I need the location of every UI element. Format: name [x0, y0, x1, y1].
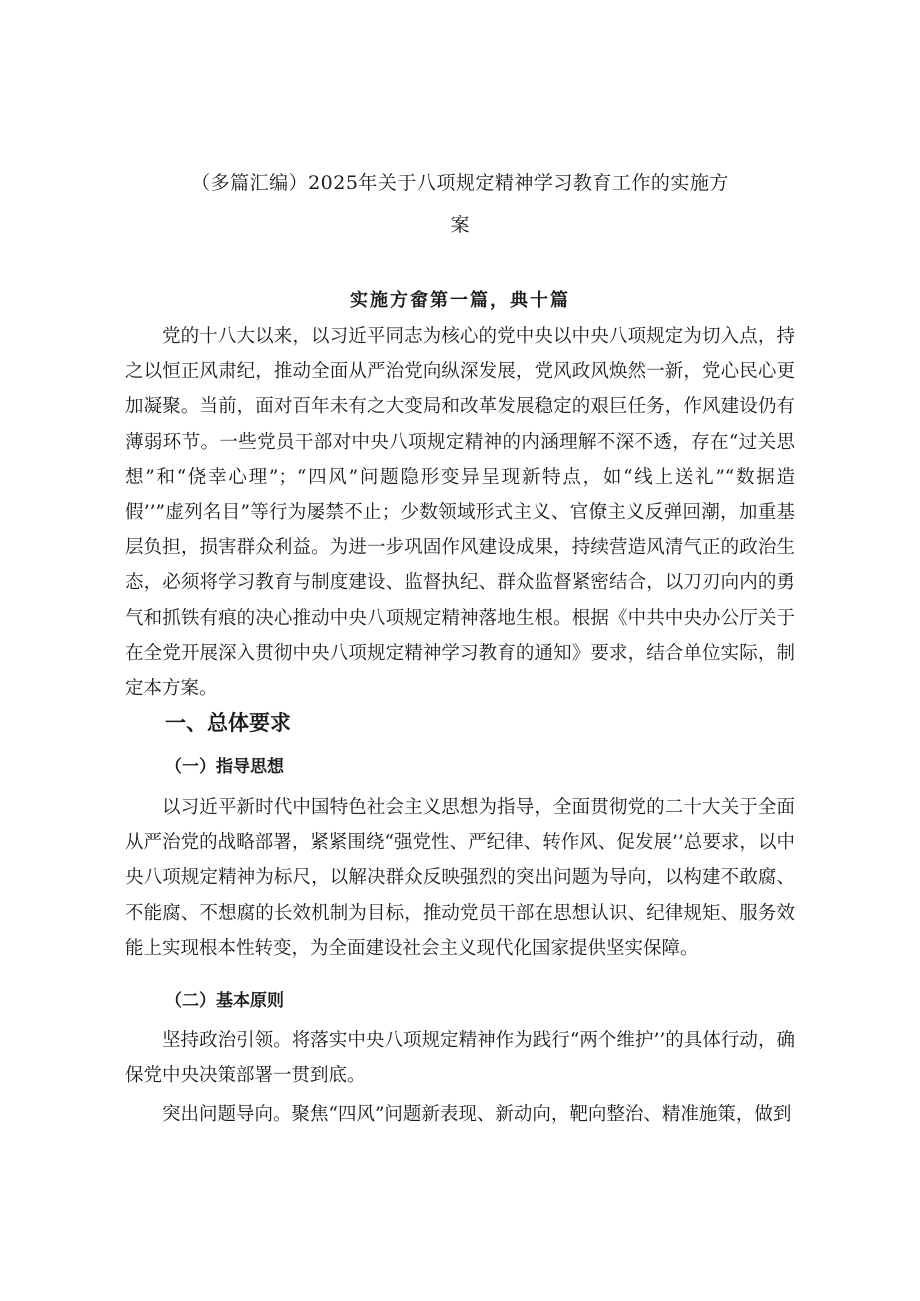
document-subtitle: 实施方畲第一篇，典十篇 [350, 290, 570, 311]
intro-paragraph: 党的十八大以来，以习近平同志为核心的党中央以中央八项规定为切入点，持之以恒正风肃纪，推动全面从严治党向纵深发展，党风政风焕然一新，党心民心更加凝聚。当前，面对百年未有之大变局和改革发展稳定的艰巨任务，作风建设仍有薄弱环节。一些党员干部对中央八项规定精神的内涵理解不深不透，存在“过关思想”和“侥幸心理”；“四风”问题隐形变异呈现新特点，如“线上送礼”“数据造假’’”虚列名目”等行为屡禁不止；少数领域形式主义、官僚主义反弹回潮，加重基层负担，损害群众利益。为进一步巩固作风建设成果，持续营造风清气正的政治生态，必须将学习教育与制度建设、监督执纪、群众监督紧密结合，以刀刃向内的勇气和抓铁有痕的决心推动中央八项规定精神落地生根。根据《中共中央办公厅关于在全党开展深入贯彻中央八项规定精神学习教育的通知》要求，结合单位实际，制定本方案。 [125, 326, 795, 700]
subsection-heading-guiding-ideology: （一）指导思想 [165, 757, 284, 777]
principle-problem-oriented-paragraph: 突出问题导向。聚焦“四风”问题新表现、新动向，靶向整治、精准施策，做到 [162, 1104, 792, 1125]
subsection-heading-basic-principles: （二）基本原则 [165, 991, 284, 1011]
guiding-ideology-paragraph: 以习近平新时代中国特色社会主义思想为指导，全面贯彻党的二十大关于全面从严治党的战略部署，紧紧围绕“强党性、严纪律、转作风、促发展’’总要求，以中央八项规定精神为标尺，以解决群众反映强烈的突出问题为导向，以构建不敢腐、不能腐、不想腐的长效机制为目标，推动党员干部在思想认识、纪律规矩、服务效能上实现根本性转变，为全面建设社会主义现代化国家提供坚实保障。 [125, 797, 795, 959]
document-title-continued: 案 [450, 214, 470, 236]
principle-political-leadership-paragraph: 坚持政治引领。将落实中央八项规定精神作为践行“两个维护’’的具体行动，确保党中央决策部署一贯到底。 [125, 1030, 795, 1087]
document-title: （多篇汇编）2025年关于八项规定精神学习教育工作的实施方 [191, 172, 729, 194]
section-heading-general-requirements: 一、总体要求 [165, 711, 291, 735]
